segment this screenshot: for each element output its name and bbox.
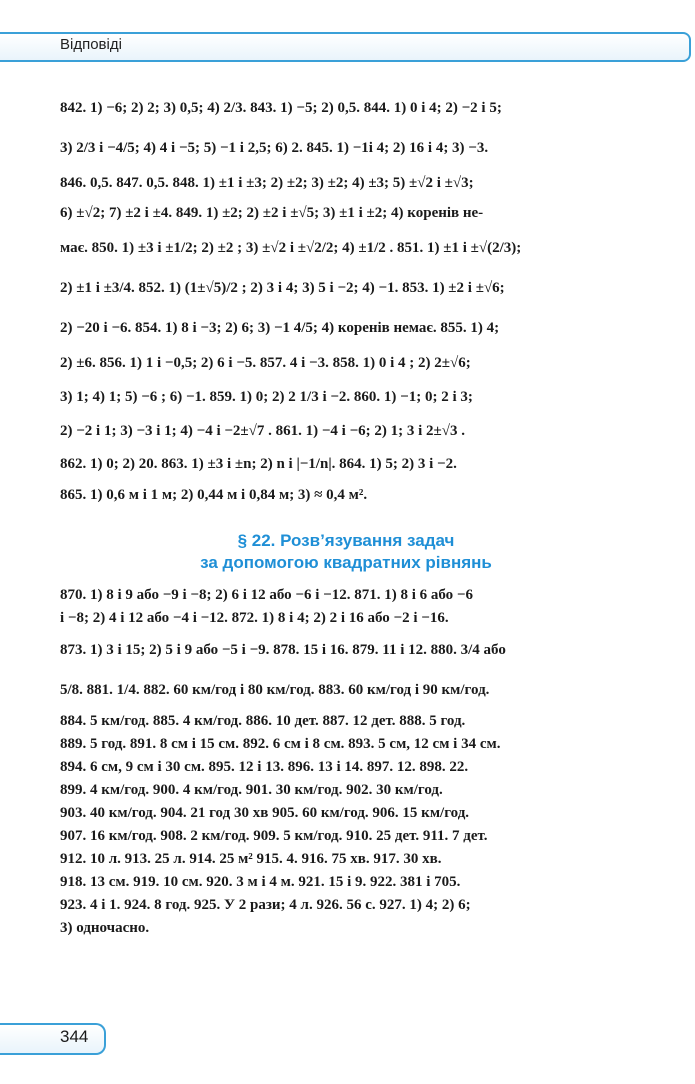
answer-line: 3) одночасно. [60,920,150,936]
page-number: 344 [60,1027,89,1046]
answer-line: 903. 40 км/год. 904. 21 год 30 хв 905. 60 км/год. 906. 15 км/год. [60,805,470,821]
answer-line: 2) −20 і −6. 854. 1) 8 і −3; 2) 6; 3) −1 4/5; 4) коренів немає. 855. 1) 4; [60,319,500,336]
answer-line: 842. 1) −6; 2) 2; 3) 0,5; 4) 2/3. 843. 1) −5; 2) 0,5. 844. 1) 0 і 4; 2) −2 і 5; [60,99,502,116]
answer-line: 3) 1; 4) 1; 5) −6 ; 6) −1. 859. 1) 0; 2) 2 1/3 і −2. 860. 1) −1; 0; 2 і 3; [60,388,473,405]
answer-line: 6) ±√2; 7) ±2 і ±4. 849. 1) ±2; 2) ±2 і ±√5; 3) ±1 і ±2; 4) коренів не- [60,204,484,221]
running-header: Відповіді [60,36,122,53]
answer-line: 894. 6 см, 9 см і 30 см. 895. 12 і 13. 896. 13 і 14. 897. 12. 898. 22. [60,759,469,775]
answer-line: 889. 5 год. 891. 8 см і 15 см. 892. 6 см і 8 см. 893. 5 см, 12 см і 34 см. [60,736,501,752]
answer-line: 907. 16 км/год. 908. 2 км/год. 909. 5 км/год. 910. 25 дет. 911. 7 дет. [60,828,488,844]
answer-line: 865. 1) 0,6 м і 1 м; 2) 0,44 м і 0,84 м; 3) ≈ 0,4 м². [60,486,368,503]
answer-line: 923. 4 і 1. 924. 8 год. 925. У 2 рази; 4 л. 926. 56 с. 927. 1) 4; 2) 6; [60,897,471,913]
answer-line: має. 850. 1) ±3 і ±1/2; 2) ±2 ; 3) ±√2 і ±√2/2; 4) ±1/2 . 851. 1) ±1 і ±√(2/3); [60,239,522,256]
answer-line: 846. 0,5. 847. 0,5. 848. 1) ±1 і ±3; 2) ±2; 3) ±2; 4) ±3; 5) ±√2 і ±√3; [60,174,474,191]
answer-line: 2) ±6. 856. 1) 1 і −0,5; 2) 6 і −5. 857. 4 і −3. 858. 1) 0 і 4 ; 2) 2±√6; [60,354,471,371]
answer-line: 918. 13 см. 919. 10 см. 920. 3 м і 4 м. 921. 15 і 9. 922. 381 і 705. [60,874,461,890]
answers-section-21 [60,88,632,508]
section-title-line2: за допомогою квадратних рівнянь [200,553,492,572]
answer-line: 870. 1) 8 і 9 або −9 і −8; 2) 6 і 12 або −6 і −12. 871. 1) 8 і 6 або −6 [60,587,473,603]
answer-line: 873. 1) 3 і 15; 2) 5 і 9 або −5 і −9. 878. 15 і 16. 879. 11 і 12. 880. 3/4 або [60,641,506,658]
section-title [60,530,632,574]
answers-content [60,88,632,940]
section-title-line1: § 22. Розв’язування задач [237,531,455,550]
answer-line: і −8; 2) 4 і 12 або −4 і −12. 872. 1) 8 і 4; 2) 2 і 16 або −2 і −16. [60,610,449,626]
page-number-tab [0,1023,106,1055]
answer-line: 5/8. 881. 1/4. 882. 60 км/год і 80 км/год. 883. 60 км/год і 90 км/год. [60,681,490,698]
answer-line: 2) −2 і 1; 3) −3 і 1; 4) −4 і −2±√7 . 861. 1) −4 і −6; 2) 1; 3 і 2±√3 . [60,422,466,439]
answer-line: 884. 5 км/год. 885. 4 км/год. 886. 10 дет. 887. 12 дет. 888. 5 год. [60,713,466,729]
answer-line: 912. 10 л. 913. 25 л. 914. 25 м² 915. 4. 916. 75 хв. 917. 30 хв. [60,851,442,867]
answer-line: 862. 1) 0; 2) 20. 863. 1) ±3 і ±n; 2) n і |−1/n|. 864. 1) 5; 2) 3 і −2. [60,455,457,472]
answers-section-22 [60,584,632,940]
answer-line: 899. 4 км/год. 900. 4 км/год. 901. 30 км/год. 902. 30 км/год. [60,782,443,798]
answer-line: 3) 2/3 і −4/5; 4) 4 і −5; 5) −1 і 2,5; 6) 2. 845. 1) −1і 4; 2) 16 і 4; 3) −3. [60,139,489,156]
answer-line: 2) ±1 і ±3/4. 852. 1) (1±√5)/2 ; 2) 3 і 4; 3) 5 і −2; 4) −1. 853. 1) ±2 і ±√6; [60,279,505,296]
